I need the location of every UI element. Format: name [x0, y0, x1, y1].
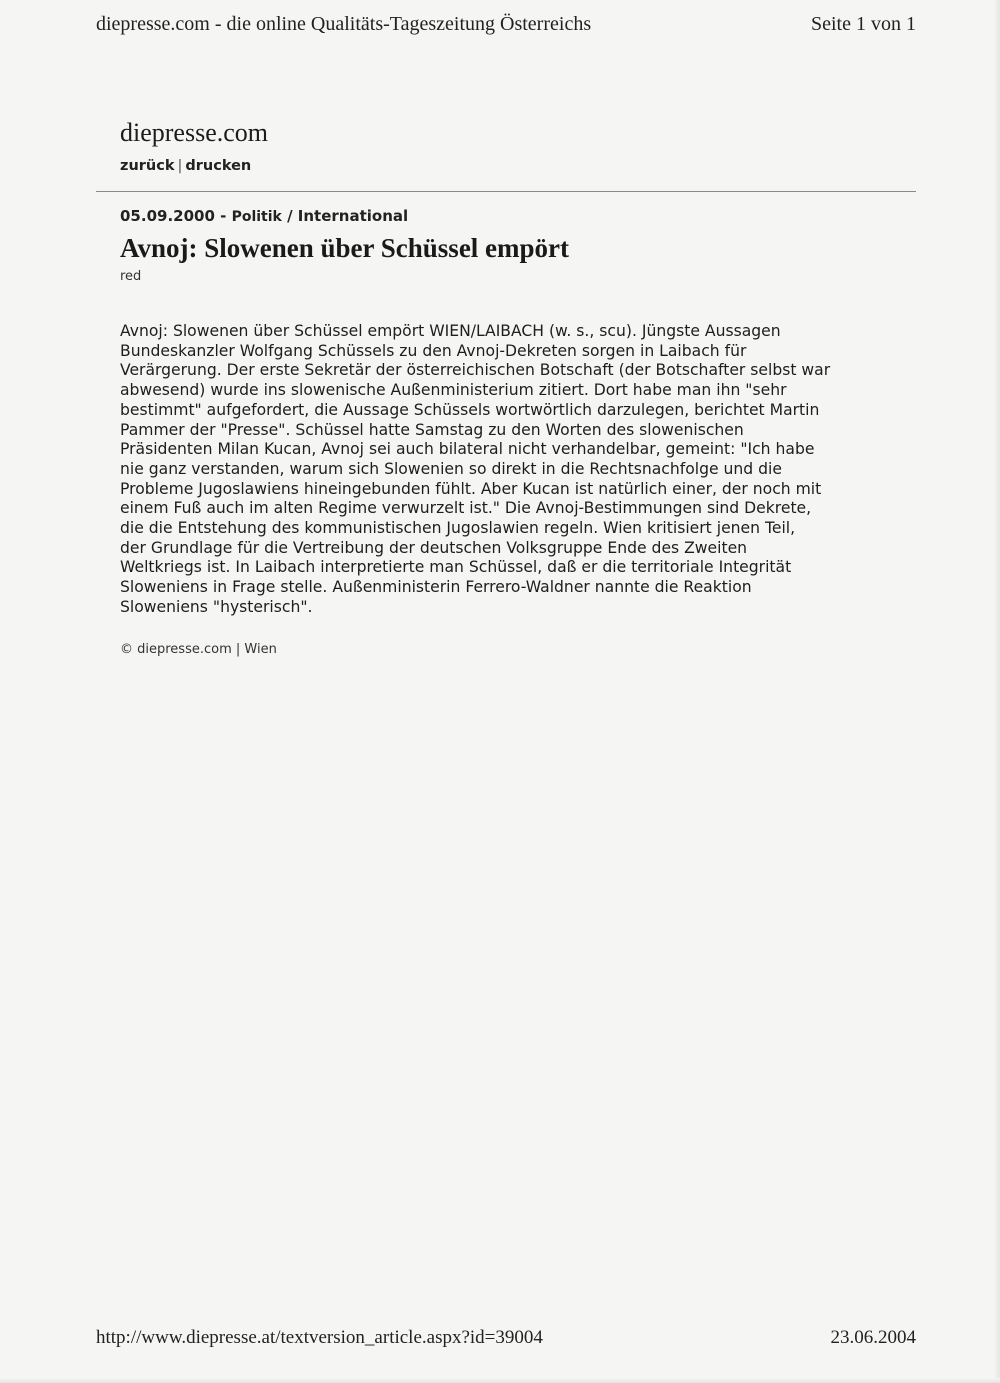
site-title: diepresse.com [120, 118, 269, 147]
article-body-line: Sloweniens in Frage stelle. Außenministerin Ferrero-Waldner nannte die Reaktion [120, 578, 752, 597]
nav-separator: | [177, 158, 183, 174]
article-body-line: Weltkriegs ist. In Laibach interpretierte man Schüssel, daß er die territoriale Integrität [120, 558, 792, 577]
article-body-line: die die Entstehung des kommunistischen Jugoslawien regeln. Wien kritisiert jenen Teil, [120, 519, 796, 538]
print-header-title: diepresse.com - die online Qualitäts-Tageszeitung Österreichs [96, 13, 592, 35]
article-body-line: Probleme Jugoslawiens hineingebunden fühlt. Aber Kucan ist natürlich einer, der noch mit [120, 479, 822, 498]
scan-edge-right [994, 0, 1000, 1383]
article-body-line: Avnoj: Slowenen über Schüssel empört WIEN/LAIBACH (w. s., scu). Jüngste Aussagen [120, 322, 781, 340]
category-separator: / [281, 207, 298, 225]
article-meta [120, 207, 408, 225]
article-body-line: abwesend) wurde ins slowenische Außenministerium zitiert. Dort habe man ihn "sehr [120, 381, 787, 400]
back-link[interactable]: zurück [120, 158, 175, 174]
article-author: red [120, 269, 142, 284]
article-body [120, 322, 910, 618]
article-body-line: Verärgerung. Der erste Sekretär der österreichischen Botschaft (der Botschafter selbst war [120, 361, 831, 380]
scan-edge-bottom [0, 1378, 1000, 1383]
article-body-line: nie ganz verstanden, warum sich Slowenien so direkt in die Rechtsnachfolge und die [120, 459, 782, 478]
copyright-notice: © diepresse.com | Wien [120, 642, 277, 657]
header-divider [96, 191, 916, 192]
article-body-line: der Grundlage für die Vertreibung der deutschen Volksgruppe Ende des Zweiten [120, 538, 748, 557]
article-body-line: bestimmt" aufgefordert, die Aussage Schüssels wortwörtlich darzulegen, berichtet Martin [120, 400, 820, 419]
article-date: 05.09.2000 [120, 207, 215, 225]
print-footer-url: http://www.diepresse.at/textversion_article.aspx?id=39004 [96, 1327, 543, 1348]
print-header-page-number: Seite 1 von 1 [811, 13, 916, 35]
print-footer-date: 23.06.2004 [830, 1327, 916, 1348]
article-category: Politik [231, 209, 282, 225]
article-body-line: Präsidenten Milan Kucan, Avnoj sei auch bilateral nicht verhandelbar, gemeint: "Ich habe [120, 440, 815, 459]
article-body-line: Pammer der "Presse". Schüssel hatte Samstag zu den Worten des slowenischen [120, 420, 744, 439]
article-body-line: Bundeskanzler Wolfgang Schüssels zu den Avnoj-Dekreten sorgen in Laibach für [120, 341, 747, 360]
meta-separator: - [214, 207, 232, 225]
article-nav [120, 158, 251, 174]
article-subcategory: International [297, 207, 409, 225]
article-body-line: einem Fuß auch im alten Regime verwurzelt ist." Die Avnoj-Bestimmungen sind Dekrete, [120, 499, 812, 518]
article-headline: Avnoj: Slowenen über Schüssel empört [120, 233, 570, 263]
print-link[interactable]: drucken [185, 158, 252, 174]
article-body-line: Sloweniens "hysterisch". [120, 597, 313, 616]
